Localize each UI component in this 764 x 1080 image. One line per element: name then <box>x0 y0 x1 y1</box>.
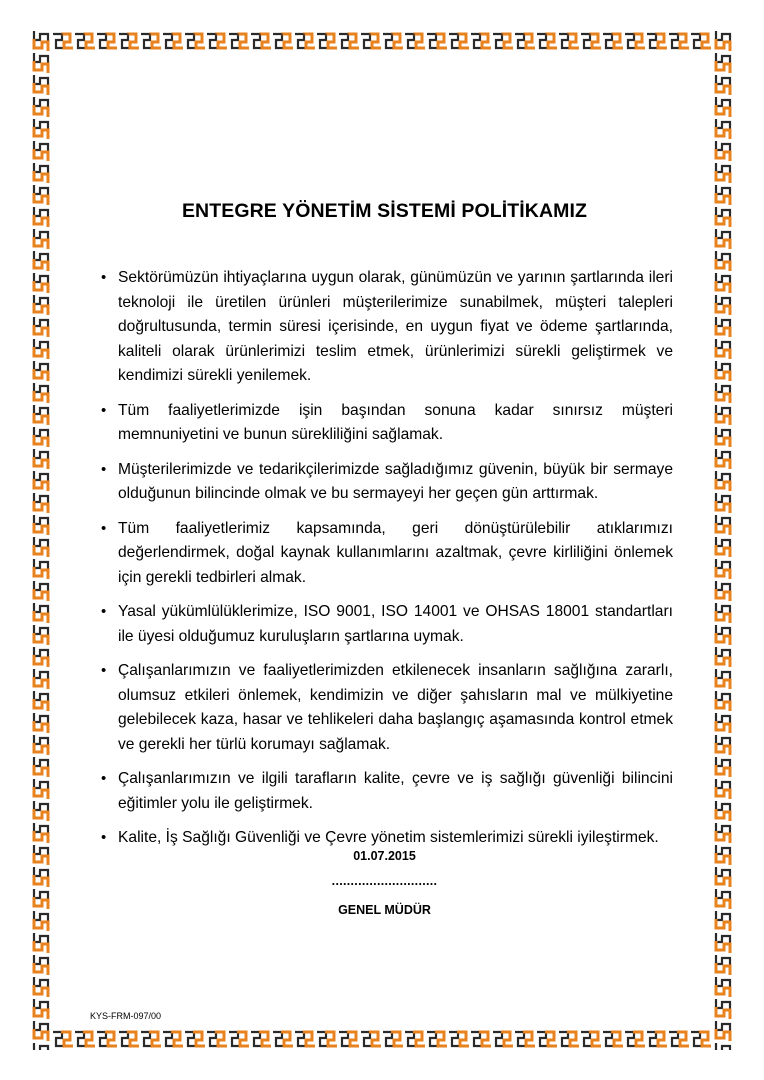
bullet-icon: • <box>101 770 107 787</box>
policy-item-text: Tüm faaliyetlerimizde işin başından sonuna kadar sınırsız müşteri memnuniyetini ve bunun sürekliliğini sağlamak. <box>118 401 673 443</box>
policy-item <box>96 517 673 591</box>
policy-item <box>96 659 673 757</box>
policy-item-text: Çalışanlarımızın ve faaliyetlerimizden etkilenecek insanların sağlığına zararlı, olumsuz etkileri önlemek, kendimizin ve diğer şahısların mal ve mülkiyetine gelebilecek kaza, hasar ve tehlikeleri daha başlangıç aşamasında kontrol etmek ve gerekli her türlü korumayı sağlamak. <box>118 662 673 753</box>
document-date: 01.07.2015 <box>353 849 416 863</box>
policy-item-text: Sektörümüzün ihtiyaçlarına uygun olarak, günümüzün ve yarının şartlarında ileri teknoloji ile üretilen ürünleri müşterilerimize sunabilmek, müşteri talepleri doğrultusunda, termin süresi içerisinde, en uygun fiyat ve ödeme şartlarında, kaliteli olarak ürünlerimizi teslim etmek, ürünlerimizi sürekli geliştirmek ve kendimizi sürekli yenilemek. <box>118 269 673 384</box>
signature-line: ............................ <box>331 874 438 888</box>
bullet-icon: • <box>101 519 107 537</box>
policy-item <box>96 826 673 851</box>
decorative-border-top <box>30 30 734 52</box>
bullet-icon: • <box>101 401 107 419</box>
policy-item-text: Tüm faaliyetlerimiz kapsamında, geri dönüştürülebilir atıklarımızı değerlendirmek, doğal kaynak kullanımlarını azaltmak, çevre kirliliğini önlemek için gerekli tedbirleri almak. <box>118 519 673 586</box>
policy-item-text: Yasal yükümlülüklerimize, ISO 9001, ISO 14001 ve OHSAS 18001 standartları ile üyesi olduğumuz kuruluşların şartlarına uymak. <box>118 603 673 645</box>
policy-item <box>96 767 673 816</box>
decorative-border-bottom <box>30 1028 734 1050</box>
bullet-icon: • <box>101 460 107 478</box>
decorative-border-right <box>712 30 734 1050</box>
form-code: KYS-FRM-097/00 <box>90 1011 162 1021</box>
policy-item-text: Müşterilerimizde ve tedarikçilerimizde sağladığımız güvenin, büyük bir sermaye olduğunun bilincinde olmak ve bu sermayeyi her geçen gün arttırmak. <box>118 460 673 502</box>
policy-item <box>96 266 673 389</box>
bullet-icon: • <box>101 829 107 846</box>
policy-item-text: Kalite, İş Sağlığı Güvenliği ve Çevre yönetim sistemlerimizi sürekli iyileştirmek. <box>118 829 659 846</box>
bullet-icon: • <box>101 662 107 679</box>
bullet-icon: • <box>101 269 107 286</box>
document-title: ENTEGRE YÖNETİM SİSTEMİ POLİTİKAMIZ <box>181 200 588 222</box>
policy-list <box>96 266 673 861</box>
decorative-border-left <box>30 30 52 1050</box>
bullet-icon: • <box>101 603 107 620</box>
policy-item <box>96 399 673 448</box>
policy-item <box>96 458 673 507</box>
policy-item-text: Çalışanlarımızın ve ilgili tarafların kalite, çevre ve iş sağlığı güvenliği bilincini eğitimler yolu ile geliştirmek. <box>118 770 673 812</box>
policy-item <box>96 600 673 649</box>
signer-title: GENEL MÜDÜR <box>338 903 431 917</box>
